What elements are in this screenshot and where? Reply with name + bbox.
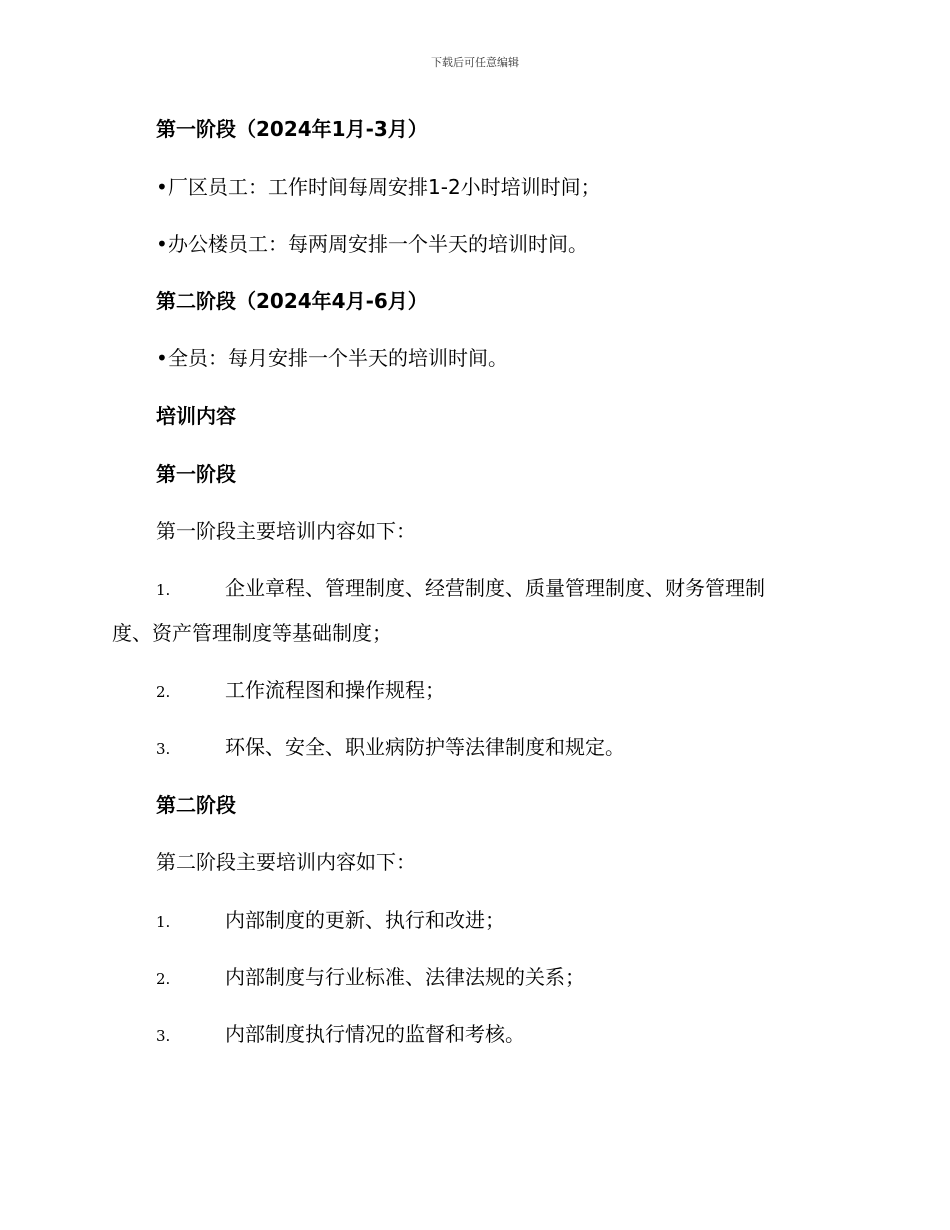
list-item-text: 企业章程、管理制度、经营制度、质量管理制度、财务管理制 [225,576,765,600]
bullet-text: 全员：每月安排一个半天的培训时间。 [168,346,508,370]
content-phase1-heading: 第一阶段 [156,462,236,486]
schedule-bullet-item [156,232,588,256]
list-number: 2. [156,970,171,988]
list-number: 3. [156,740,171,758]
list-item-continuation: 度、资产管理制度等基础制度； [112,621,392,645]
content-phase2-intro: 第二阶段主要培训内容如下： [156,850,416,874]
content-phase2-heading: 第二阶段 [156,793,236,817]
bullet-text: 厂区员工：工作时间每周安排1-2小时培训时间； [168,175,601,199]
content-phase1-intro: 第一阶段主要培训内容如下： [156,519,416,543]
list-item-text: 工作流程图和操作规程； [225,678,445,702]
bullet-icon: • [156,232,168,256]
phase1-schedule-heading: 第一阶段（2024年1月-3月） [156,117,428,141]
schedule-bullet-item [156,175,601,199]
list-number: 3. [156,1027,171,1045]
list-item-text: 内部制度执行情况的监督和考核。 [225,1022,525,1046]
schedule-bullet-item [156,346,508,370]
list-number: 1. [156,913,171,931]
list-item-text: 内部制度的更新、执行和改进； [225,908,505,932]
page-header-note: 下载后可任意编辑 [431,56,519,69]
bullet-icon: • [156,175,168,199]
phase2-schedule-heading: 第二阶段（2024年4月-6月） [156,289,428,313]
training-content-heading: 培训内容 [156,404,236,428]
list-item-text: 环保、安全、职业病防护等法律制度和规定。 [225,735,625,759]
list-number: 1. [156,581,171,599]
bullet-text: 办公楼员工：每两周安排一个半天的培训时间。 [168,232,588,256]
bullet-icon: • [156,346,168,370]
list-number: 2. [156,683,171,701]
list-item-text: 内部制度与行业标准、法律法规的关系； [225,965,585,989]
